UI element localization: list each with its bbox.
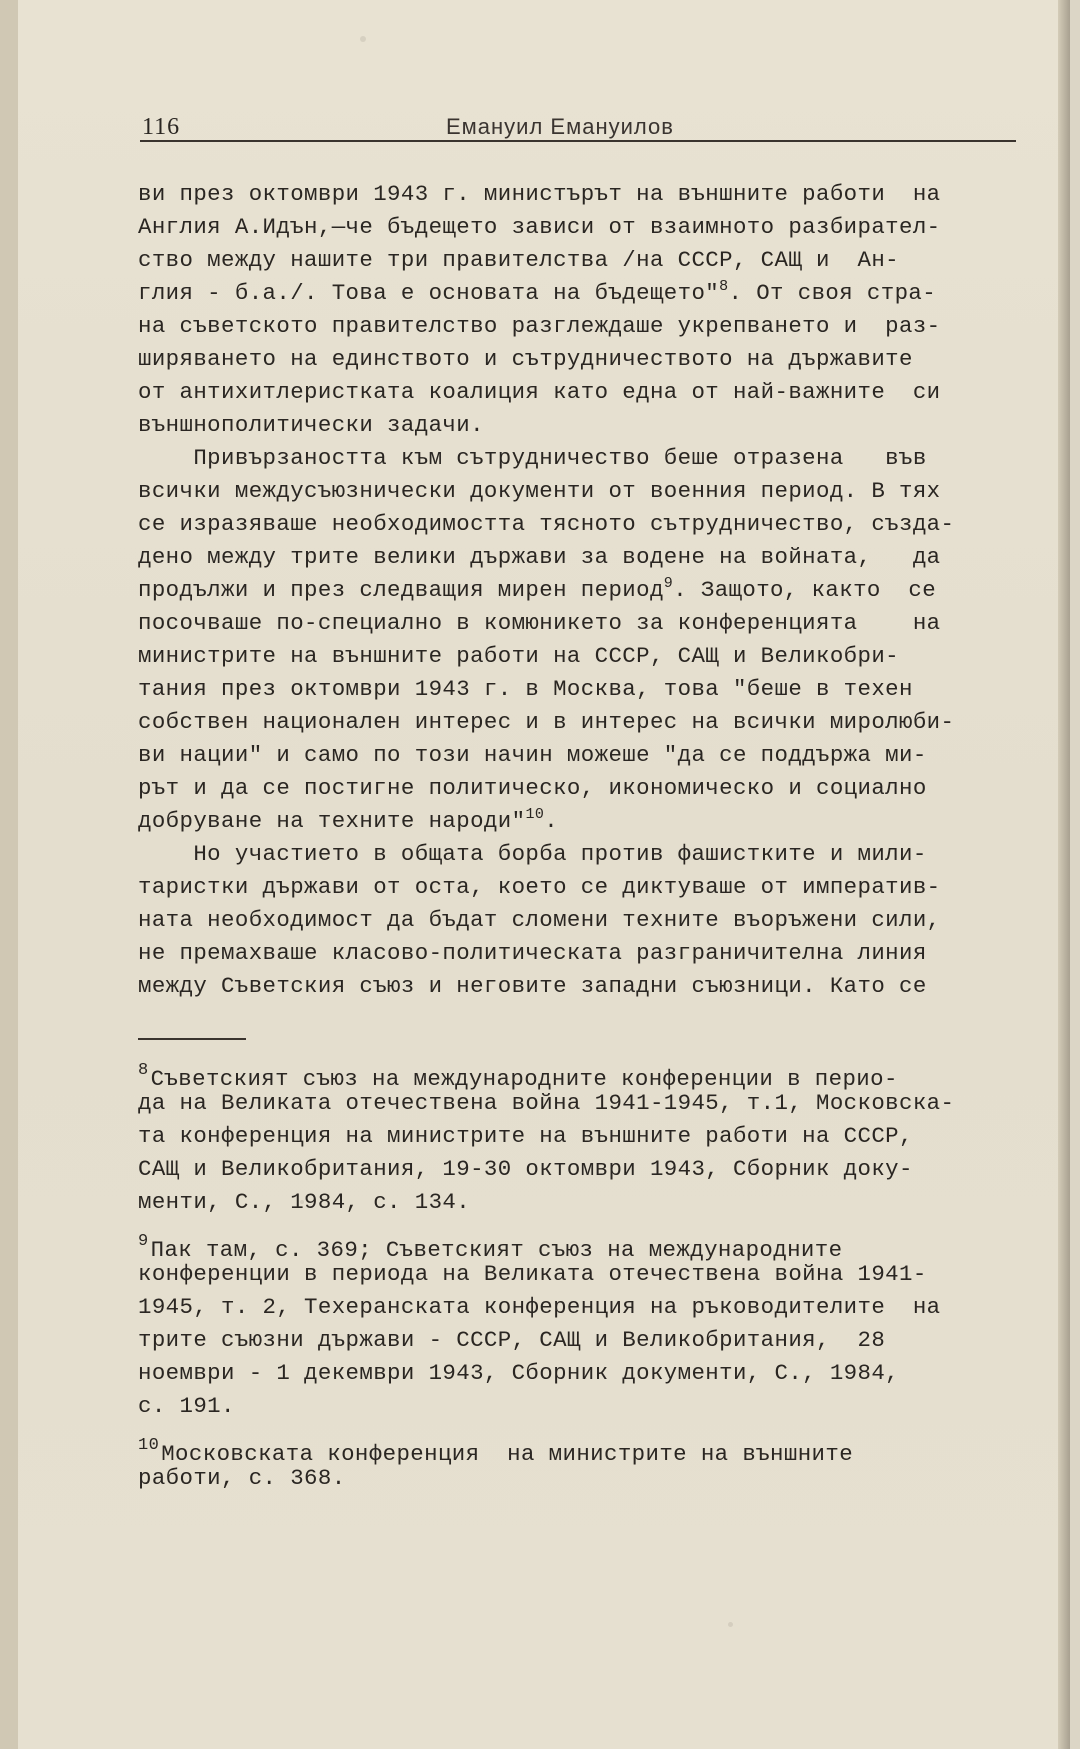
footnote-line xyxy=(138,1324,1048,1357)
scan-speck xyxy=(728,1622,733,1627)
text-line xyxy=(138,310,1038,343)
text-line-content: добруване на техните народи" xyxy=(138,808,526,834)
text-line-content: се изразяваше необходимостта тясното сътрудничество, създа- xyxy=(138,511,955,537)
text-line-content: тания през октомври 1943 г. в Москва, това "беше в техен xyxy=(138,676,913,702)
footnote-9 xyxy=(138,1225,1048,1423)
text-line-content: от антихитлеристката коалиция като една от най-важните си xyxy=(138,379,941,405)
text-line-content: ната необходимост да бъдат сломени техните въоръжени сили, xyxy=(138,907,941,933)
text-line-continuation: . xyxy=(544,808,559,834)
footnote-line-content: Московската конференция на министрите на външните xyxy=(161,1441,854,1467)
text-line xyxy=(138,706,1038,739)
text-line xyxy=(138,343,1038,376)
text-line-content: продължи и през следващия мирен период xyxy=(138,577,664,603)
text-line-continuation: . Защото, както се xyxy=(673,577,937,603)
text-line xyxy=(138,541,1038,574)
text-line xyxy=(138,211,1038,244)
text-line-content: ви нации" и само по този начин можеше "да се поддържа ми- xyxy=(138,742,927,768)
footnote-line xyxy=(138,1225,1048,1263)
scan-left-margin xyxy=(0,0,18,1749)
page-number: 116 xyxy=(142,114,181,140)
footnote-number: 10 xyxy=(138,1436,160,1455)
footnote-line-content: Пак там, с. 369; Съветският съюз на международните xyxy=(150,1237,843,1263)
running-head: Емануил Емануилов xyxy=(446,114,674,139)
text-line-content: посочваше по-специално в комюникето за конференцията на xyxy=(138,610,941,636)
footnote-line-content: да на Великата отечествена война 1941-1945, т.1, Московска- xyxy=(138,1090,955,1116)
text-line-content: между Съветския съюз и неговите западни съюзници. Като се xyxy=(138,973,927,999)
footnote-8 xyxy=(138,1054,1048,1219)
text-line-content: Привързаността към сътрудничество беше отразена във xyxy=(138,445,927,471)
footnote-line xyxy=(138,1357,1048,1390)
footnote-line-content: конференции в периода на Великата отечествена война 1941- xyxy=(138,1261,927,1287)
text-line xyxy=(138,640,1038,673)
footnote-reference: 9 xyxy=(663,575,674,592)
footnote-line xyxy=(138,1186,1048,1219)
footnote-line xyxy=(138,1291,1048,1324)
scan-speck xyxy=(360,36,366,42)
text-line xyxy=(138,574,1038,607)
text-line xyxy=(138,475,1038,508)
text-line xyxy=(138,838,1038,871)
footnote-line-content: менти, С., 1984, с. 134. xyxy=(138,1189,471,1215)
footnote-line xyxy=(138,1120,1048,1153)
page-binding-shadow xyxy=(1058,0,1070,1749)
text-line xyxy=(138,508,1038,541)
text-line-continuation: . От своя стра- xyxy=(728,280,937,306)
footnote-line xyxy=(138,1153,1048,1186)
text-line xyxy=(138,805,1038,838)
text-line-content: ство между нашите три правителства /на СССР, САЩ и Ан- xyxy=(138,247,900,273)
text-line-content: всички междусъюзнически документи от военния период. В тях xyxy=(138,478,941,504)
footnotes xyxy=(138,1054,1048,1501)
text-line-content: рът и да се постигне политическо, икономическо и социално xyxy=(138,775,927,801)
text-line xyxy=(138,739,1038,772)
text-line xyxy=(138,376,1038,409)
text-line-content: външнополитически задачи. xyxy=(138,412,484,438)
footnote-line xyxy=(138,1429,1048,1467)
footnote-line xyxy=(138,1087,1048,1120)
text-line xyxy=(138,970,1038,1003)
text-line-content: ширяването на единството и сътрудничеството на държавите xyxy=(138,346,913,372)
footnote-reference: 8 xyxy=(719,278,729,295)
footnote-reference: 10 xyxy=(525,806,545,823)
footnote-line-content: трите съюзни държави - СССР, САЩ и Великобритания, 28 xyxy=(138,1327,886,1353)
text-line xyxy=(138,937,1038,970)
footnote-line-content: та конференция на министрите на външните работи на СССР, xyxy=(138,1123,913,1149)
footnote-line xyxy=(138,1258,1048,1291)
text-line-content: министрите на външните работи на СССР, САЩ и Великобри- xyxy=(138,643,900,669)
text-line-content: Но участието в общата борба против фашистките и мили- xyxy=(138,841,927,867)
text-line-content: на съветското правителство разглеждаше укрепването и раз- xyxy=(138,313,941,339)
text-line xyxy=(138,244,1038,277)
text-line xyxy=(138,178,1038,211)
text-line xyxy=(138,904,1038,937)
footnote-line-content: 1945, т. 2, Техеранската конференция на ръководителите на xyxy=(138,1294,941,1320)
footnote-line-content: работи, с. 368. xyxy=(138,1465,346,1491)
footnote-line-content: Съветският съюз на международните конференции в перио- xyxy=(150,1066,898,1092)
footnote-line xyxy=(138,1390,1048,1423)
main-text xyxy=(138,178,1038,1003)
page-header xyxy=(140,108,1016,142)
text-line xyxy=(138,772,1038,805)
footnote-number: 9 xyxy=(138,1232,149,1251)
footnote-line-content: с. 191. xyxy=(138,1393,235,1419)
footnote-line-content: ноември - 1 декември 1943, Сборник документи, С., 1984, xyxy=(138,1360,900,1386)
text-line-content: дено между трите велики държави за водене на войната, да xyxy=(138,544,941,570)
footnote-number: 8 xyxy=(138,1061,149,1080)
text-line xyxy=(138,871,1038,904)
footnote-10 xyxy=(138,1429,1048,1495)
text-line-content: ви през октомври 1943 г. министърът на външните работи на xyxy=(138,181,941,207)
footnote-line xyxy=(138,1054,1048,1092)
text-line-content: таристки държави от оста, което се диктуваше от императив- xyxy=(138,874,941,900)
text-line xyxy=(138,607,1038,640)
text-line-content: Англия А.Идън,—че бъдещето зависи от взаимното разбирател- xyxy=(138,214,941,240)
footnote-separator xyxy=(138,1038,246,1040)
text-line xyxy=(138,673,1038,706)
text-line-content: собствен национален интерес и в интерес на всички миролюби- xyxy=(138,709,955,735)
text-line xyxy=(138,277,1038,310)
text-line-content: не премахваше класово-политическата разграничителна линия xyxy=(138,940,927,966)
text-line xyxy=(138,442,1038,475)
text-line-content: глия - б.а./. Това е основата на бъдещето" xyxy=(138,280,720,306)
text-line xyxy=(138,409,1038,442)
footnote-line-content: САЩ и Великобритания, 19-30 октомври 1943, Сборник доку- xyxy=(138,1156,913,1182)
